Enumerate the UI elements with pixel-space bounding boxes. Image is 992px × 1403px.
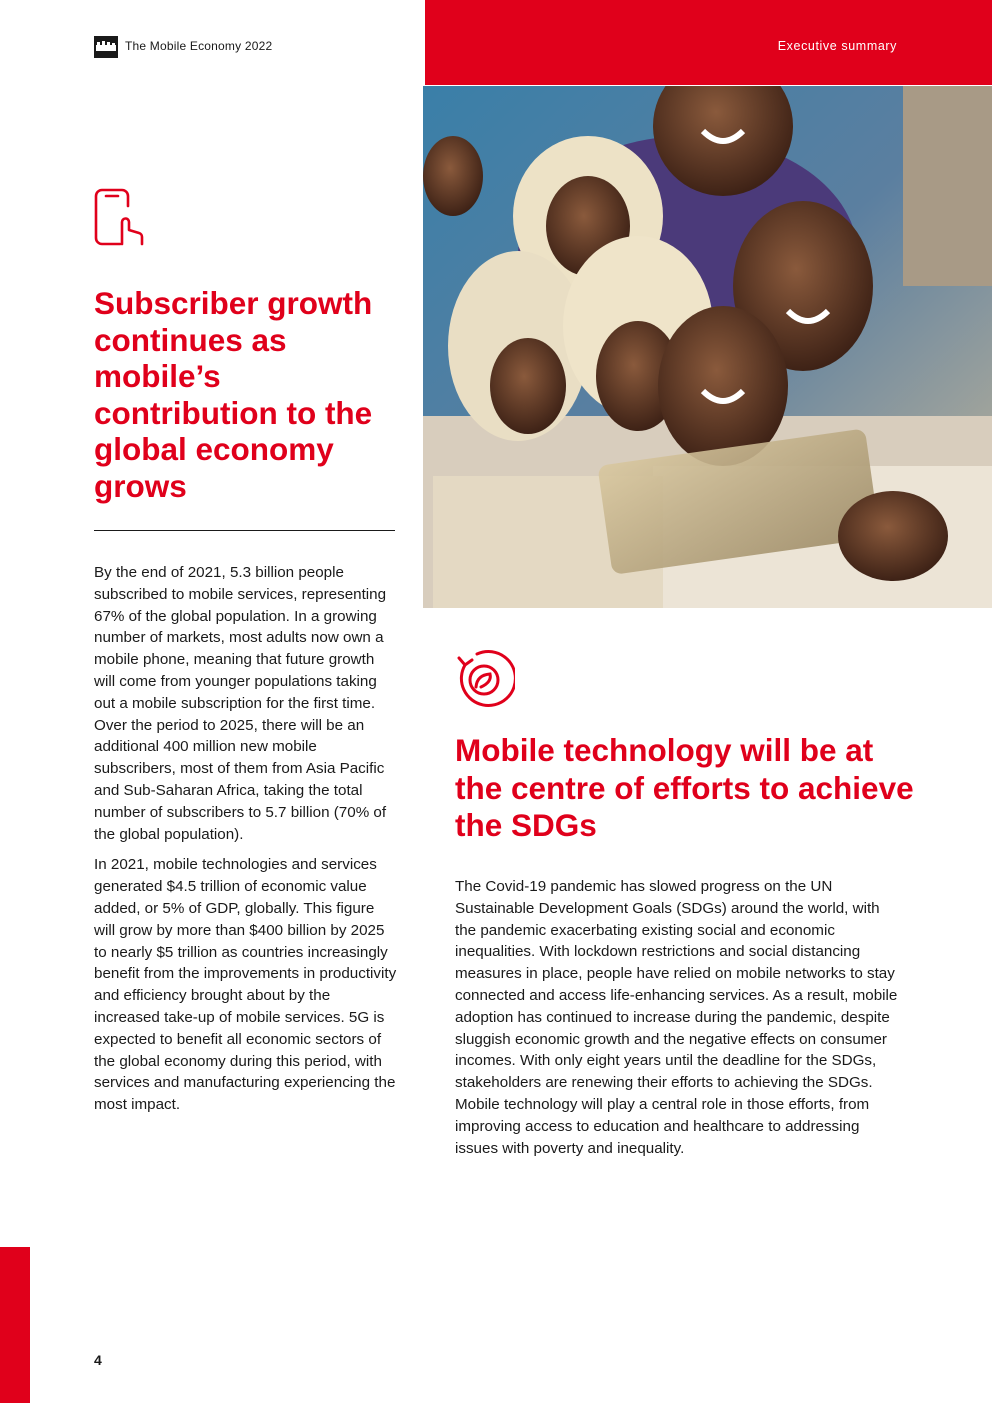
- right-heading: Mobile technology will be at the centre of efforts to achieve the SDGs: [455, 732, 914, 843]
- section-label: Executive summary: [777, 39, 897, 53]
- footer-accent-strip: [0, 1247, 30, 1403]
- left-body: [94, 562, 397, 1125]
- document-title: The Mobile Economy 2022: [125, 39, 273, 53]
- heading-divider: [94, 530, 395, 531]
- gsma-logo: [94, 36, 118, 58]
- right-body: [455, 876, 900, 1159]
- left-paragraph: By the end of 2021, 5.3 billion people subscribed to mobile services, representing 67% of the global population. In a growing number of markets, most adults now own a mobile phone, meaning that future growth will come from younger populations taking out a mobile subscription for the first time. Over the period to 2025, there will be an additional 400 million new mobile subscribers, most of them from Asia Pacific and Sub-Saharan Africa, taking the total number of subscribers to 5.7 billion (70% of the global population).: [94, 564, 387, 843]
- right-paragraph: The Covid-19 pandemic has slowed progress on the UN Sustainable Development Goals (SDGs) around the world, with the pandemic exacerbating existing social and economic inequalities. With lockdown restrictions and social distancing measures in place, people have relied on mobile networks to stay connected and access life-enhancing services. As a result, mobile adoption has continued to increase during the pandemic, despite sluggish economic growth and the negative effects on consumer incomes. With only eight years until the deadline for the SDGs, stakeholders are renewing their efforts to achieving the SDGs. Mobile technology will play a central role in those efforts, from improving access to education and healthcare to addressing issues with poverty and inequality.: [455, 878, 898, 1157]
- sdg-circular-arrow-icon: [453, 649, 515, 716]
- header-banner: [425, 0, 992, 85]
- hero-photo: [423, 86, 992, 608]
- left-heading: Subscriber growth continues as mobile’s contribution to the global economy grows: [94, 285, 373, 504]
- page-number: 4: [94, 1352, 102, 1368]
- phone-tap-icon: [92, 188, 146, 253]
- left-paragraph: In 2021, mobile technologies and services generated $4.5 trillion of economic value added, or 5% of GDP, globally. This figure will grow by more than $400 billion by 2025 to nearly $5 trillion as countries increasingly benefit from the improvements in productivity and efficiency brought about by the increased take-up of mobile services. 5G is expected to benefit all economic sectors of the global economy during this period, with services and manufacturing experiencing the most impact.: [94, 856, 397, 1114]
